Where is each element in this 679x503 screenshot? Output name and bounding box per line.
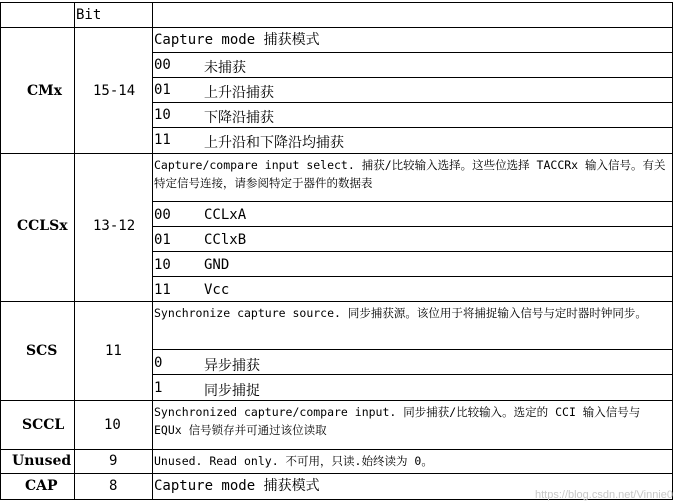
option-code: 0 [154, 355, 163, 371]
option-text: 未捕获 [204, 60, 246, 76]
register-title-cap: Capture mode 捕获模式 [154, 478, 320, 494]
register-title-unused: Unused. Read only. 不可用，只读.始终读为 0。 [154, 454, 433, 468]
option-code: 1 [154, 380, 163, 396]
watermark: https://blog.csdn.net/Vinnie0 [534, 489, 673, 501]
table-divider-1 [74, 2, 75, 500]
row-divider [0, 473, 673, 474]
subrow-divider [152, 77, 673, 78]
register-title-sccl: Synchronized capture/compare input. 同步捕获/比较输入。选定的 CCI 输入信号与 EQUx 信号锁存并可通过该位读取 [154, 405, 641, 437]
table-border-top [0, 2, 673, 3]
register-bits-cmx: 15-14 [93, 83, 136, 99]
register-name-sccl: SCCL [22, 417, 65, 433]
subrow-divider [152, 102, 673, 103]
option-text: 异步捕获 [204, 358, 260, 374]
header-bit-label: Bit [76, 7, 102, 23]
register-name-scs: SCS [26, 343, 58, 359]
register-name-cmx: CMx [27, 83, 62, 99]
option-code: 00 [154, 57, 171, 73]
subrow-divider [152, 276, 673, 277]
option-text: 同步捕捉 [204, 383, 260, 399]
register-bits-unused: 9 [109, 453, 118, 469]
subrow-divider [152, 127, 673, 128]
option-code: 10 [154, 257, 171, 273]
register-bits-sccl: 10 [104, 417, 121, 433]
subrow-divider [152, 349, 673, 350]
option-code: 01 [154, 232, 171, 248]
option-text: 下降沿捕获 [204, 110, 274, 126]
option-text: GND [204, 257, 230, 273]
register-title-cmx: Capture mode 捕获模式 [154, 32, 320, 48]
subrow-divider [152, 52, 673, 53]
row-divider [0, 27, 673, 28]
option-code: 11 [154, 282, 171, 298]
register-bits-cclsx: 13-12 [93, 218, 136, 234]
subrow-divider [152, 201, 673, 202]
option-text: 上升沿捕获 [204, 85, 274, 101]
option-text: 上升沿和下降沿均捕获 [204, 135, 344, 151]
register-bits-cap: 8 [109, 478, 118, 494]
table-border-left [0, 2, 1, 500]
register-name-unused: Unused [12, 453, 72, 469]
row-divider [0, 400, 673, 401]
register-title-scs: Synchronize capture source. 同步捕获源。该位用于将捕捉输入信号与定时器时钟同步。 [154, 306, 647, 320]
subrow-divider [152, 251, 673, 252]
row-divider [0, 153, 673, 154]
option-code: 10 [154, 107, 171, 123]
option-text: CCLxA [204, 207, 247, 223]
subrow-divider [152, 226, 673, 227]
option-code: 00 [154, 207, 171, 223]
register-title-cclsx: Capture/compare input select. 捕获/比较输入选择。这些位选择 TACCRx 输入信号。有关特定信号连接，请参阅特定于器件的数据表 [154, 158, 666, 190]
row-divider [0, 449, 673, 450]
option-code: 11 [154, 132, 171, 148]
register-name-cap: CAP [25, 478, 58, 494]
option-text: CClxB [204, 232, 247, 248]
option-code: 01 [154, 82, 171, 98]
row-divider [0, 301, 673, 302]
option-text: Vcc [204, 282, 230, 298]
register-name-cclsx: CCLSx [17, 218, 68, 234]
register-bits-scs: 11 [105, 343, 122, 359]
